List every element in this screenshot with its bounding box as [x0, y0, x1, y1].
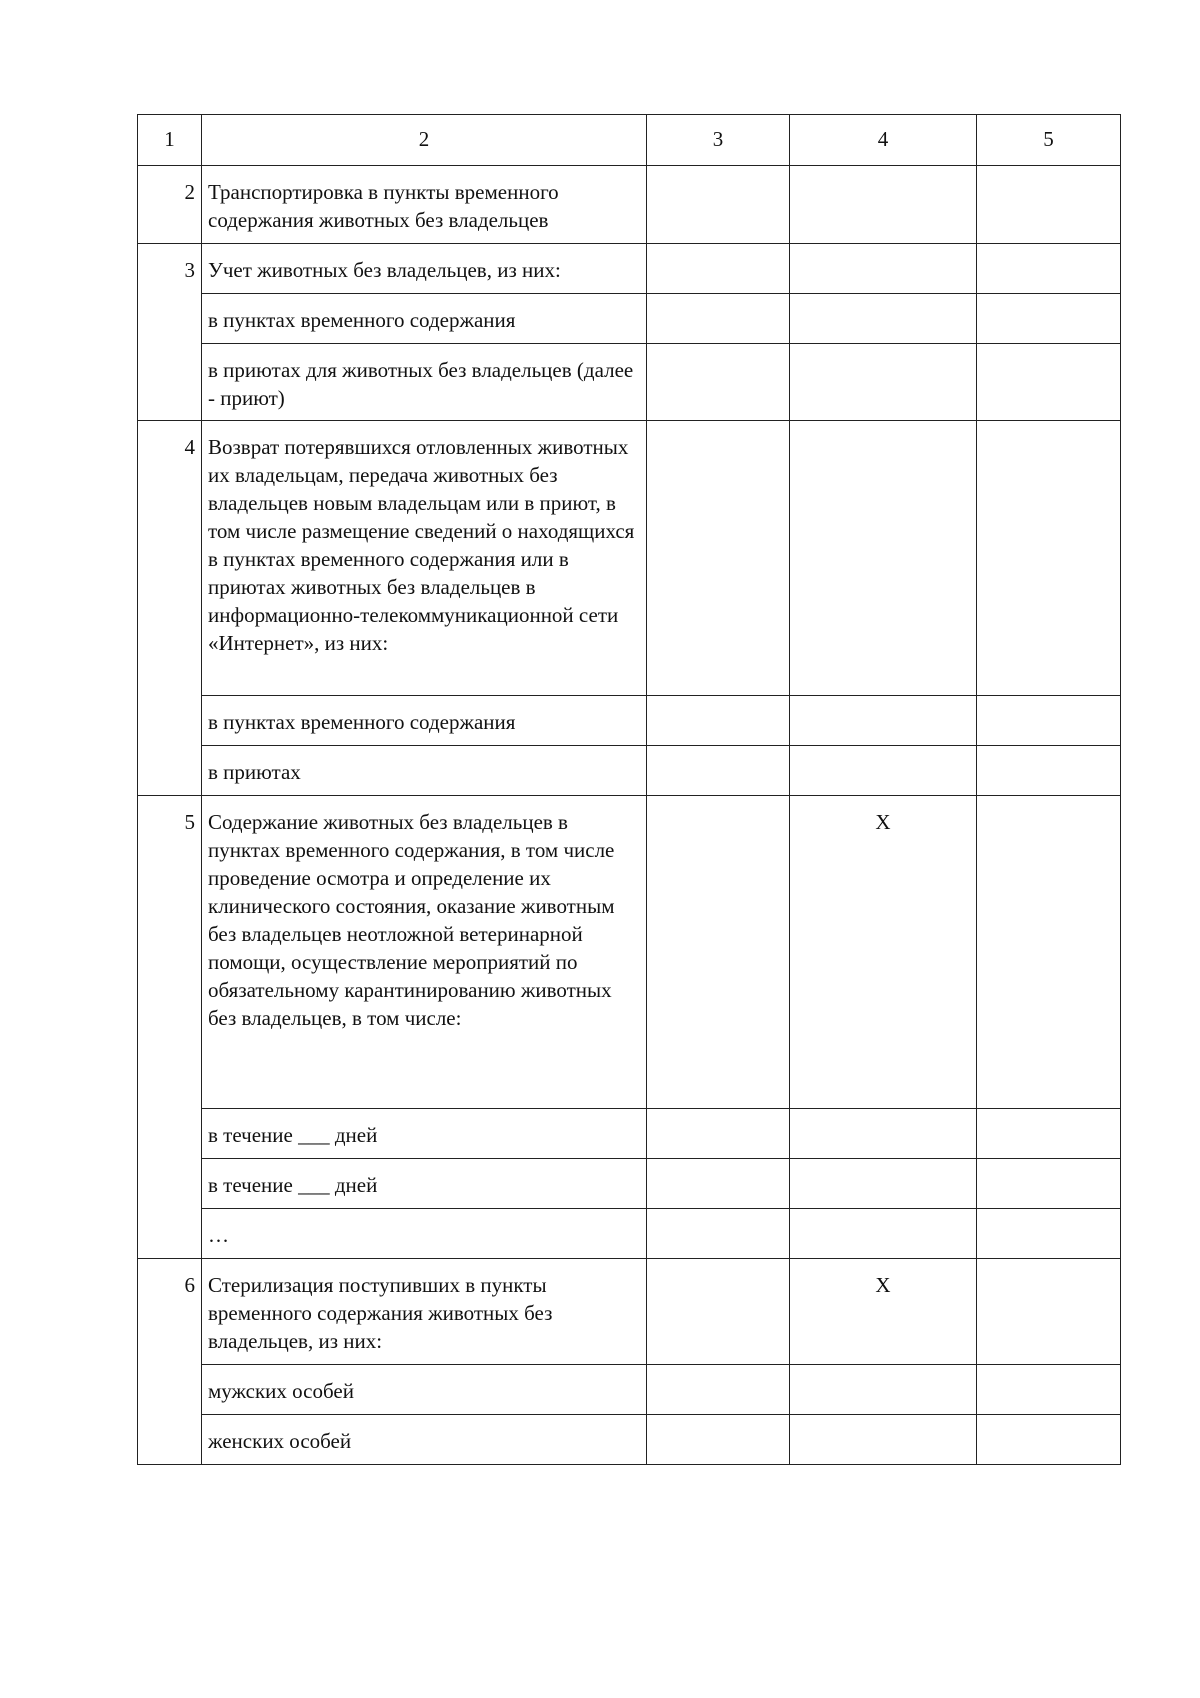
value-cell — [647, 344, 790, 421]
value-cell — [647, 166, 790, 244]
value-cell — [977, 421, 1121, 696]
value-cell — [647, 294, 790, 344]
row-number: 2 — [138, 166, 202, 244]
row-description: Содержание животных без владельцев в пунктах временного содержания, в том числе проведение осмотра и определение их клинического состояния, оказание животным без владельцев неотложной ветеринарной помощи, осуществление мероприятий по обязательному карантинированию животных без владельцев, в том числе: — [202, 796, 647, 1109]
row-description: Транспортировка в пункты временного содержания животных без владельцев — [202, 166, 647, 244]
value-cell — [977, 1259, 1121, 1365]
table-header-row — [138, 115, 1121, 166]
value-cell — [977, 746, 1121, 796]
value-cell — [790, 696, 977, 746]
subrow-description: в течение ___ дней — [202, 1159, 647, 1209]
row-number: 4 — [138, 421, 202, 796]
subrow-description: в течение ___ дней — [202, 1109, 647, 1159]
value-cell — [647, 696, 790, 746]
value-cell — [977, 1159, 1121, 1209]
value-cell — [647, 1109, 790, 1159]
subrow-description: в пунктах временного содержания — [202, 294, 647, 344]
value-cell — [977, 1365, 1121, 1415]
not-applicable-mark: X — [790, 796, 977, 1109]
table-subrow — [138, 1365, 1121, 1415]
value-cell — [977, 696, 1121, 746]
value-cell — [790, 746, 977, 796]
value-cell — [977, 1415, 1121, 1465]
row-description: Учет животных без владельцев, из них: — [202, 244, 647, 294]
value-cell — [647, 244, 790, 294]
value-cell — [647, 1209, 790, 1259]
services-table — [137, 114, 1121, 1465]
value-cell — [790, 421, 977, 696]
value-cell — [790, 1209, 977, 1259]
subrow-description: женских особей — [202, 1415, 647, 1465]
header-cell-3: 3 — [647, 115, 790, 166]
table-subrow — [138, 344, 1121, 421]
value-cell — [790, 1109, 977, 1159]
table-subrow — [138, 294, 1121, 344]
value-cell — [977, 166, 1121, 244]
table-subrow — [138, 696, 1121, 746]
value-cell — [647, 1259, 790, 1365]
value-cell — [977, 1209, 1121, 1259]
value-cell — [790, 166, 977, 244]
row-number: 3 — [138, 244, 202, 421]
header-cell-2: 2 — [202, 115, 647, 166]
table-subrow — [138, 1159, 1121, 1209]
subrow-description: в приютах для животных без владельцев (далее - приют) — [202, 344, 647, 421]
row-description: Стерилизация поступивших в пункты временного содержания животных без владельцев, из них: — [202, 1259, 647, 1365]
header-cell-4: 4 — [790, 115, 977, 166]
table-row — [138, 1259, 1121, 1365]
table-subrow — [138, 1415, 1121, 1465]
value-cell — [647, 1365, 790, 1415]
value-cell — [790, 244, 977, 294]
value-cell — [647, 796, 790, 1109]
header-cell-5: 5 — [977, 115, 1121, 166]
value-cell — [790, 1415, 977, 1465]
value-cell — [977, 1109, 1121, 1159]
value-cell — [647, 1415, 790, 1465]
value-cell — [790, 294, 977, 344]
value-cell — [647, 1159, 790, 1209]
value-cell — [647, 746, 790, 796]
row-number: 6 — [138, 1259, 202, 1465]
value-cell — [977, 796, 1121, 1109]
subrow-description: в пунктах временного содержания — [202, 696, 647, 746]
table-subrow — [138, 1209, 1121, 1259]
not-applicable-mark: X — [790, 1259, 977, 1365]
value-cell — [977, 344, 1121, 421]
value-cell — [790, 1159, 977, 1209]
table-row — [138, 244, 1121, 294]
subrow-description: … — [202, 1209, 647, 1259]
value-cell — [977, 244, 1121, 294]
subrow-description: мужских особей — [202, 1365, 647, 1415]
header-cell-1: 1 — [138, 115, 202, 166]
table-subrow — [138, 1109, 1121, 1159]
table-row — [138, 421, 1121, 696]
table-subrow — [138, 746, 1121, 796]
row-description: Возврат потерявшихся отловленных животных их владельцам, передача животных без владельцев новым владельцам или в приют, в том числе размещение сведений о находящихся в пунктах временного содержания или в приютах животных без владельцев в информационно-телекоммуникационной сети «Интернет», из них: — [202, 421, 647, 696]
row-number: 5 — [138, 796, 202, 1259]
value-cell — [977, 294, 1121, 344]
subrow-description: в приютах — [202, 746, 647, 796]
table-row — [138, 166, 1121, 244]
table-row — [138, 796, 1121, 1109]
value-cell — [790, 344, 977, 421]
value-cell — [790, 1365, 977, 1415]
value-cell — [647, 421, 790, 696]
